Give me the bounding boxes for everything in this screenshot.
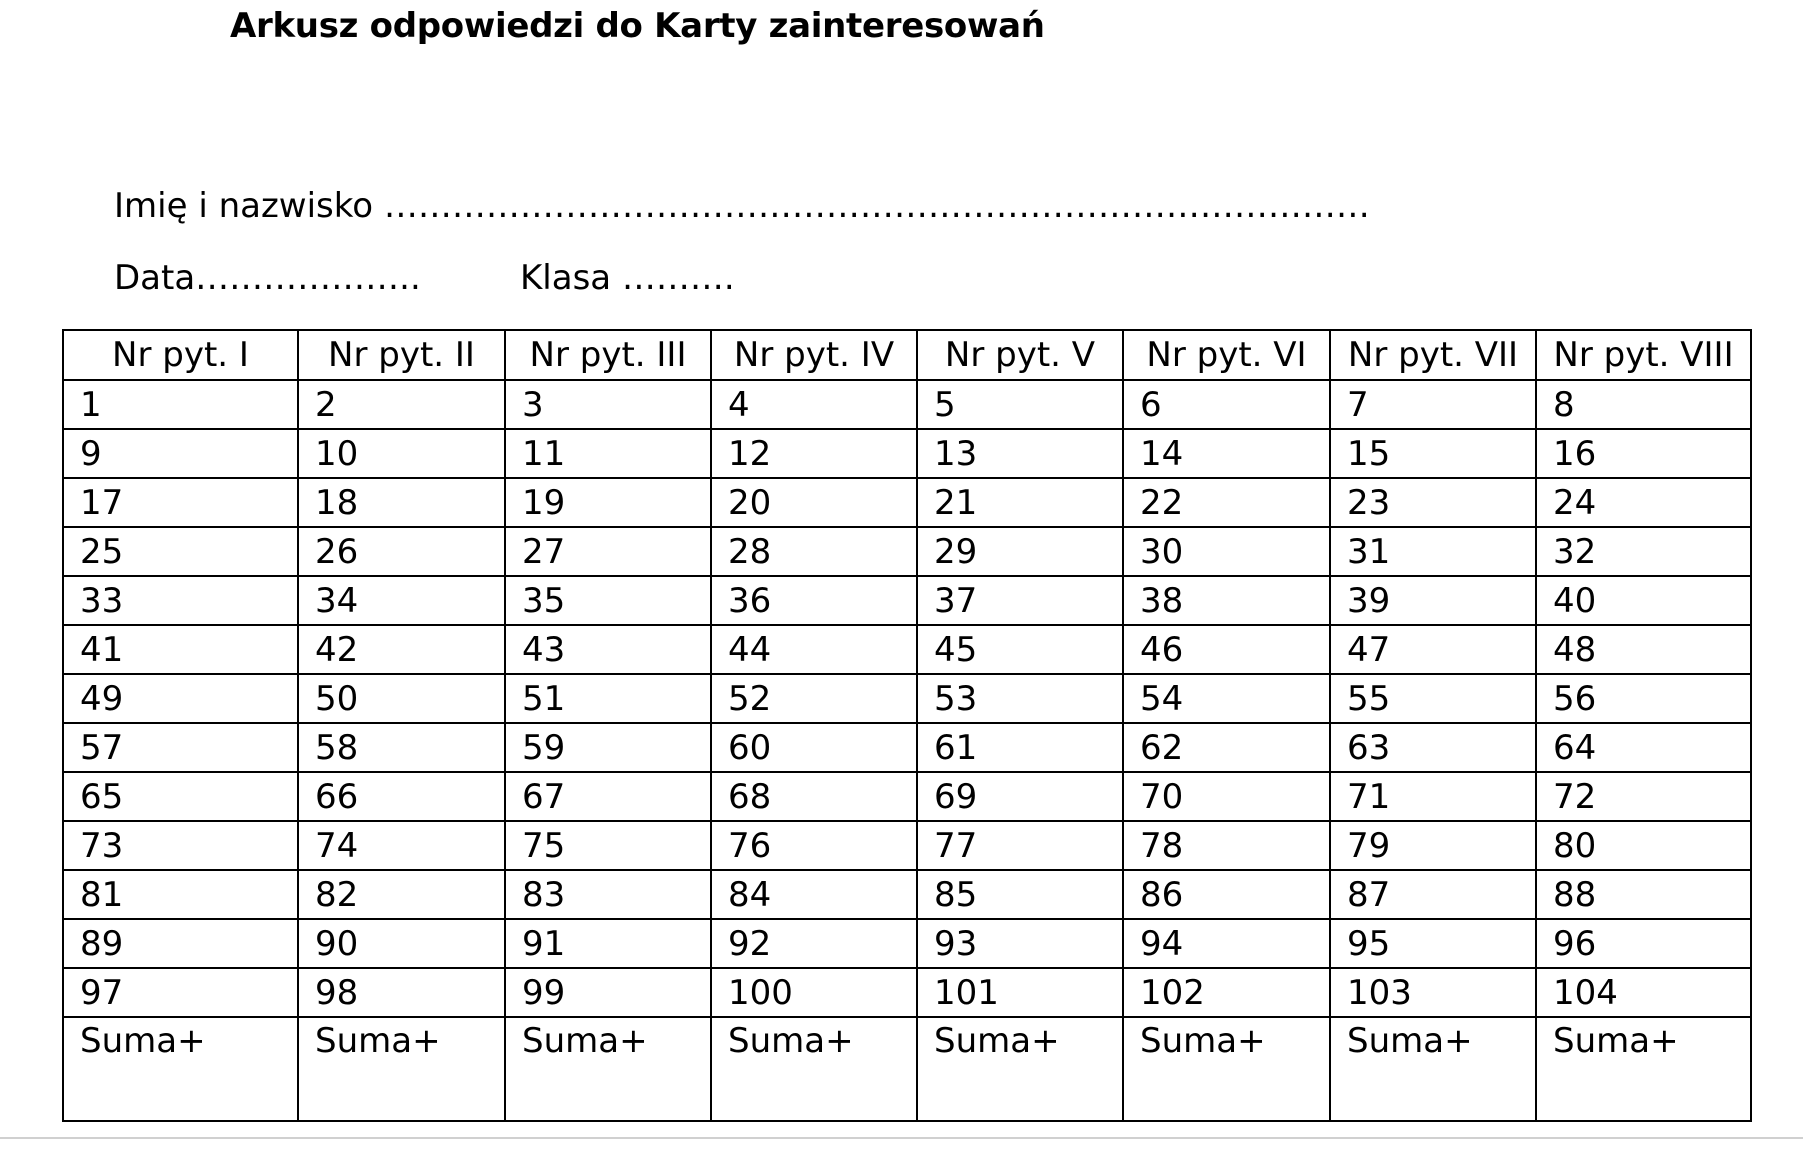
question-number-cell[interactable]: 55	[1330, 674, 1536, 723]
question-number-cell[interactable]: 23	[1330, 478, 1536, 527]
table-row	[63, 870, 1751, 919]
question-number-cell[interactable]: 40	[1536, 576, 1751, 625]
question-number-cell[interactable]: 103	[1330, 968, 1536, 1017]
question-number-cell[interactable]: 97	[63, 968, 298, 1017]
date-field[interactable]: Data………………..	[114, 258, 421, 298]
question-number-cell[interactable]: 67	[505, 772, 711, 821]
question-number-cell[interactable]: 72	[1536, 772, 1751, 821]
question-number-cell[interactable]: 37	[917, 576, 1123, 625]
table-row	[63, 674, 1751, 723]
question-number-cell[interactable]: 100	[711, 968, 917, 1017]
question-number-cell[interactable]: 75	[505, 821, 711, 870]
column-header: Nr pyt. IV	[711, 330, 917, 380]
question-number-cell[interactable]: 84	[711, 870, 917, 919]
question-number-cell[interactable]: 11	[505, 429, 711, 478]
question-number-cell[interactable]: 52	[711, 674, 917, 723]
question-number-cell[interactable]: 57	[63, 723, 298, 772]
table-header-row	[63, 330, 1751, 380]
column-header: Nr pyt. V	[917, 330, 1123, 380]
question-number-cell[interactable]: 61	[917, 723, 1123, 772]
question-number-cell[interactable]: 46	[1123, 625, 1330, 674]
sum-cell[interactable]: Suma+	[1330, 1017, 1536, 1121]
table-row	[63, 772, 1751, 821]
table-row	[63, 821, 1751, 870]
table-row	[63, 478, 1751, 527]
question-number-cell[interactable]: 47	[1330, 625, 1536, 674]
question-number-cell[interactable]: 83	[505, 870, 711, 919]
question-number-cell[interactable]: 76	[711, 821, 917, 870]
question-number-cell[interactable]: 42	[298, 625, 505, 674]
question-number-cell[interactable]: 18	[298, 478, 505, 527]
column-header: Nr pyt. VI	[1123, 330, 1330, 380]
question-number-cell[interactable]: 9	[63, 429, 298, 478]
table-row	[63, 429, 1751, 478]
page-title: Arkusz odpowiedzi do Karty zainteresowań	[230, 6, 1045, 46]
question-number-cell[interactable]: 16	[1536, 429, 1751, 478]
question-number-cell[interactable]: 80	[1536, 821, 1751, 870]
question-number-cell[interactable]: 89	[63, 919, 298, 968]
question-number-cell[interactable]: 104	[1536, 968, 1751, 1017]
question-number-cell[interactable]: 91	[505, 919, 711, 968]
question-number-cell[interactable]: 73	[63, 821, 298, 870]
table-row	[63, 576, 1751, 625]
question-number-cell[interactable]: 88	[1536, 870, 1751, 919]
question-number-cell[interactable]: 56	[1536, 674, 1751, 723]
question-number-cell[interactable]: 30	[1123, 527, 1330, 576]
question-number-cell[interactable]: 98	[298, 968, 505, 1017]
question-number-cell[interactable]: 32	[1536, 527, 1751, 576]
question-number-cell[interactable]: 79	[1330, 821, 1536, 870]
question-number-cell[interactable]: 17	[63, 478, 298, 527]
question-number-cell[interactable]: 44	[711, 625, 917, 674]
page-bottom-divider	[0, 1137, 1803, 1139]
question-number-cell[interactable]: 81	[63, 870, 298, 919]
question-number-cell[interactable]: 43	[505, 625, 711, 674]
question-number-cell[interactable]: 39	[1330, 576, 1536, 625]
question-number-cell[interactable]: 48	[1536, 625, 1751, 674]
question-number-cell[interactable]: 10	[298, 429, 505, 478]
sum-cell[interactable]: Suma+	[917, 1017, 1123, 1121]
question-number-cell[interactable]: 62	[1123, 723, 1330, 772]
question-number-cell[interactable]: 34	[298, 576, 505, 625]
question-number-cell[interactable]: 29	[917, 527, 1123, 576]
sum-cell[interactable]: Suma+	[63, 1017, 298, 1121]
question-number-cell[interactable]: 77	[917, 821, 1123, 870]
question-number-cell[interactable]: 68	[711, 772, 917, 821]
question-number-cell[interactable]: 93	[917, 919, 1123, 968]
question-number-cell[interactable]: 71	[1330, 772, 1536, 821]
question-number-cell[interactable]: 95	[1330, 919, 1536, 968]
column-header: Nr pyt. III	[505, 330, 711, 380]
column-header: Nr pyt. VII	[1330, 330, 1536, 380]
sum-row	[63, 1017, 1751, 1121]
question-number-cell[interactable]: 58	[298, 723, 505, 772]
question-number-cell[interactable]: 94	[1123, 919, 1330, 968]
question-number-cell[interactable]: 85	[917, 870, 1123, 919]
table-row	[63, 625, 1751, 674]
question-number-cell[interactable]: 31	[1330, 527, 1536, 576]
question-number-cell[interactable]: 59	[505, 723, 711, 772]
sum-cell[interactable]: Suma+	[711, 1017, 917, 1121]
question-number-cell[interactable]: 50	[298, 674, 505, 723]
sum-cell[interactable]: Suma+	[1536, 1017, 1751, 1121]
question-number-cell[interactable]: 5	[917, 380, 1123, 429]
question-number-cell[interactable]: 74	[298, 821, 505, 870]
table-row	[63, 919, 1751, 968]
question-number-cell[interactable]: 87	[1330, 870, 1536, 919]
question-number-cell[interactable]: 64	[1536, 723, 1751, 772]
question-number-cell[interactable]: 65	[63, 772, 298, 821]
question-number-cell[interactable]: 7	[1330, 380, 1536, 429]
question-number-cell[interactable]: 33	[63, 576, 298, 625]
question-number-cell[interactable]: 92	[711, 919, 917, 968]
name-field[interactable]: Imię i nazwisko ……………………………………………………………………………	[114, 186, 1370, 226]
question-number-cell[interactable]: 26	[298, 527, 505, 576]
question-number-cell[interactable]: 36	[711, 576, 917, 625]
answer-table	[62, 329, 1752, 1122]
question-number-cell[interactable]: 53	[917, 674, 1123, 723]
question-number-cell[interactable]: 22	[1123, 478, 1330, 527]
question-number-cell[interactable]: 96	[1536, 919, 1751, 968]
column-header: Nr pyt. II	[298, 330, 505, 380]
question-number-cell[interactable]: 35	[505, 576, 711, 625]
question-number-cell[interactable]: 3	[505, 380, 711, 429]
sum-cell[interactable]: Suma+	[298, 1017, 505, 1121]
question-number-cell[interactable]: 1	[63, 380, 298, 429]
question-number-cell[interactable]: 19	[505, 478, 711, 527]
question-number-cell[interactable]: 27	[505, 527, 711, 576]
class-field[interactable]: Klasa ……….	[520, 258, 735, 298]
question-number-cell[interactable]: 2	[298, 380, 505, 429]
question-number-cell[interactable]: 4	[711, 380, 917, 429]
question-number-cell[interactable]: 15	[1330, 429, 1536, 478]
table-row	[63, 723, 1751, 772]
question-number-cell[interactable]: 66	[298, 772, 505, 821]
table-row	[63, 380, 1751, 429]
question-number-cell[interactable]: 14	[1123, 429, 1330, 478]
question-number-cell[interactable]: 90	[298, 919, 505, 968]
question-number-cell[interactable]: 86	[1123, 870, 1330, 919]
question-number-cell[interactable]: 6	[1123, 380, 1330, 429]
question-number-cell[interactable]: 99	[505, 968, 711, 1017]
question-number-cell[interactable]: 12	[711, 429, 917, 478]
question-number-cell[interactable]: 70	[1123, 772, 1330, 821]
question-number-cell[interactable]: 51	[505, 674, 711, 723]
question-number-cell[interactable]: 20	[711, 478, 917, 527]
column-header: Nr pyt. I	[63, 330, 298, 380]
question-number-cell[interactable]: 102	[1123, 968, 1330, 1017]
sum-cell[interactable]: Suma+	[505, 1017, 711, 1121]
question-number-cell[interactable]: 60	[711, 723, 917, 772]
question-number-cell[interactable]: 45	[917, 625, 1123, 674]
table-row	[63, 968, 1751, 1017]
question-number-cell[interactable]: 25	[63, 527, 298, 576]
question-number-cell[interactable]: 41	[63, 625, 298, 674]
question-number-cell[interactable]: 69	[917, 772, 1123, 821]
question-number-cell[interactable]: 82	[298, 870, 505, 919]
question-number-cell[interactable]: 28	[711, 527, 917, 576]
column-header: Nr pyt. VIII	[1536, 330, 1751, 380]
question-number-cell[interactable]: 21	[917, 478, 1123, 527]
question-number-cell[interactable]: 49	[63, 674, 298, 723]
question-number-cell[interactable]: 38	[1123, 576, 1330, 625]
question-number-cell[interactable]: 13	[917, 429, 1123, 478]
question-number-cell[interactable]: 24	[1536, 478, 1751, 527]
question-number-cell[interactable]: 8	[1536, 380, 1751, 429]
sum-cell[interactable]: Suma+	[1123, 1017, 1330, 1121]
question-number-cell[interactable]: 54	[1123, 674, 1330, 723]
question-number-cell[interactable]: 78	[1123, 821, 1330, 870]
question-number-cell[interactable]: 63	[1330, 723, 1536, 772]
table-row	[63, 527, 1751, 576]
question-number-cell[interactable]: 101	[917, 968, 1123, 1017]
